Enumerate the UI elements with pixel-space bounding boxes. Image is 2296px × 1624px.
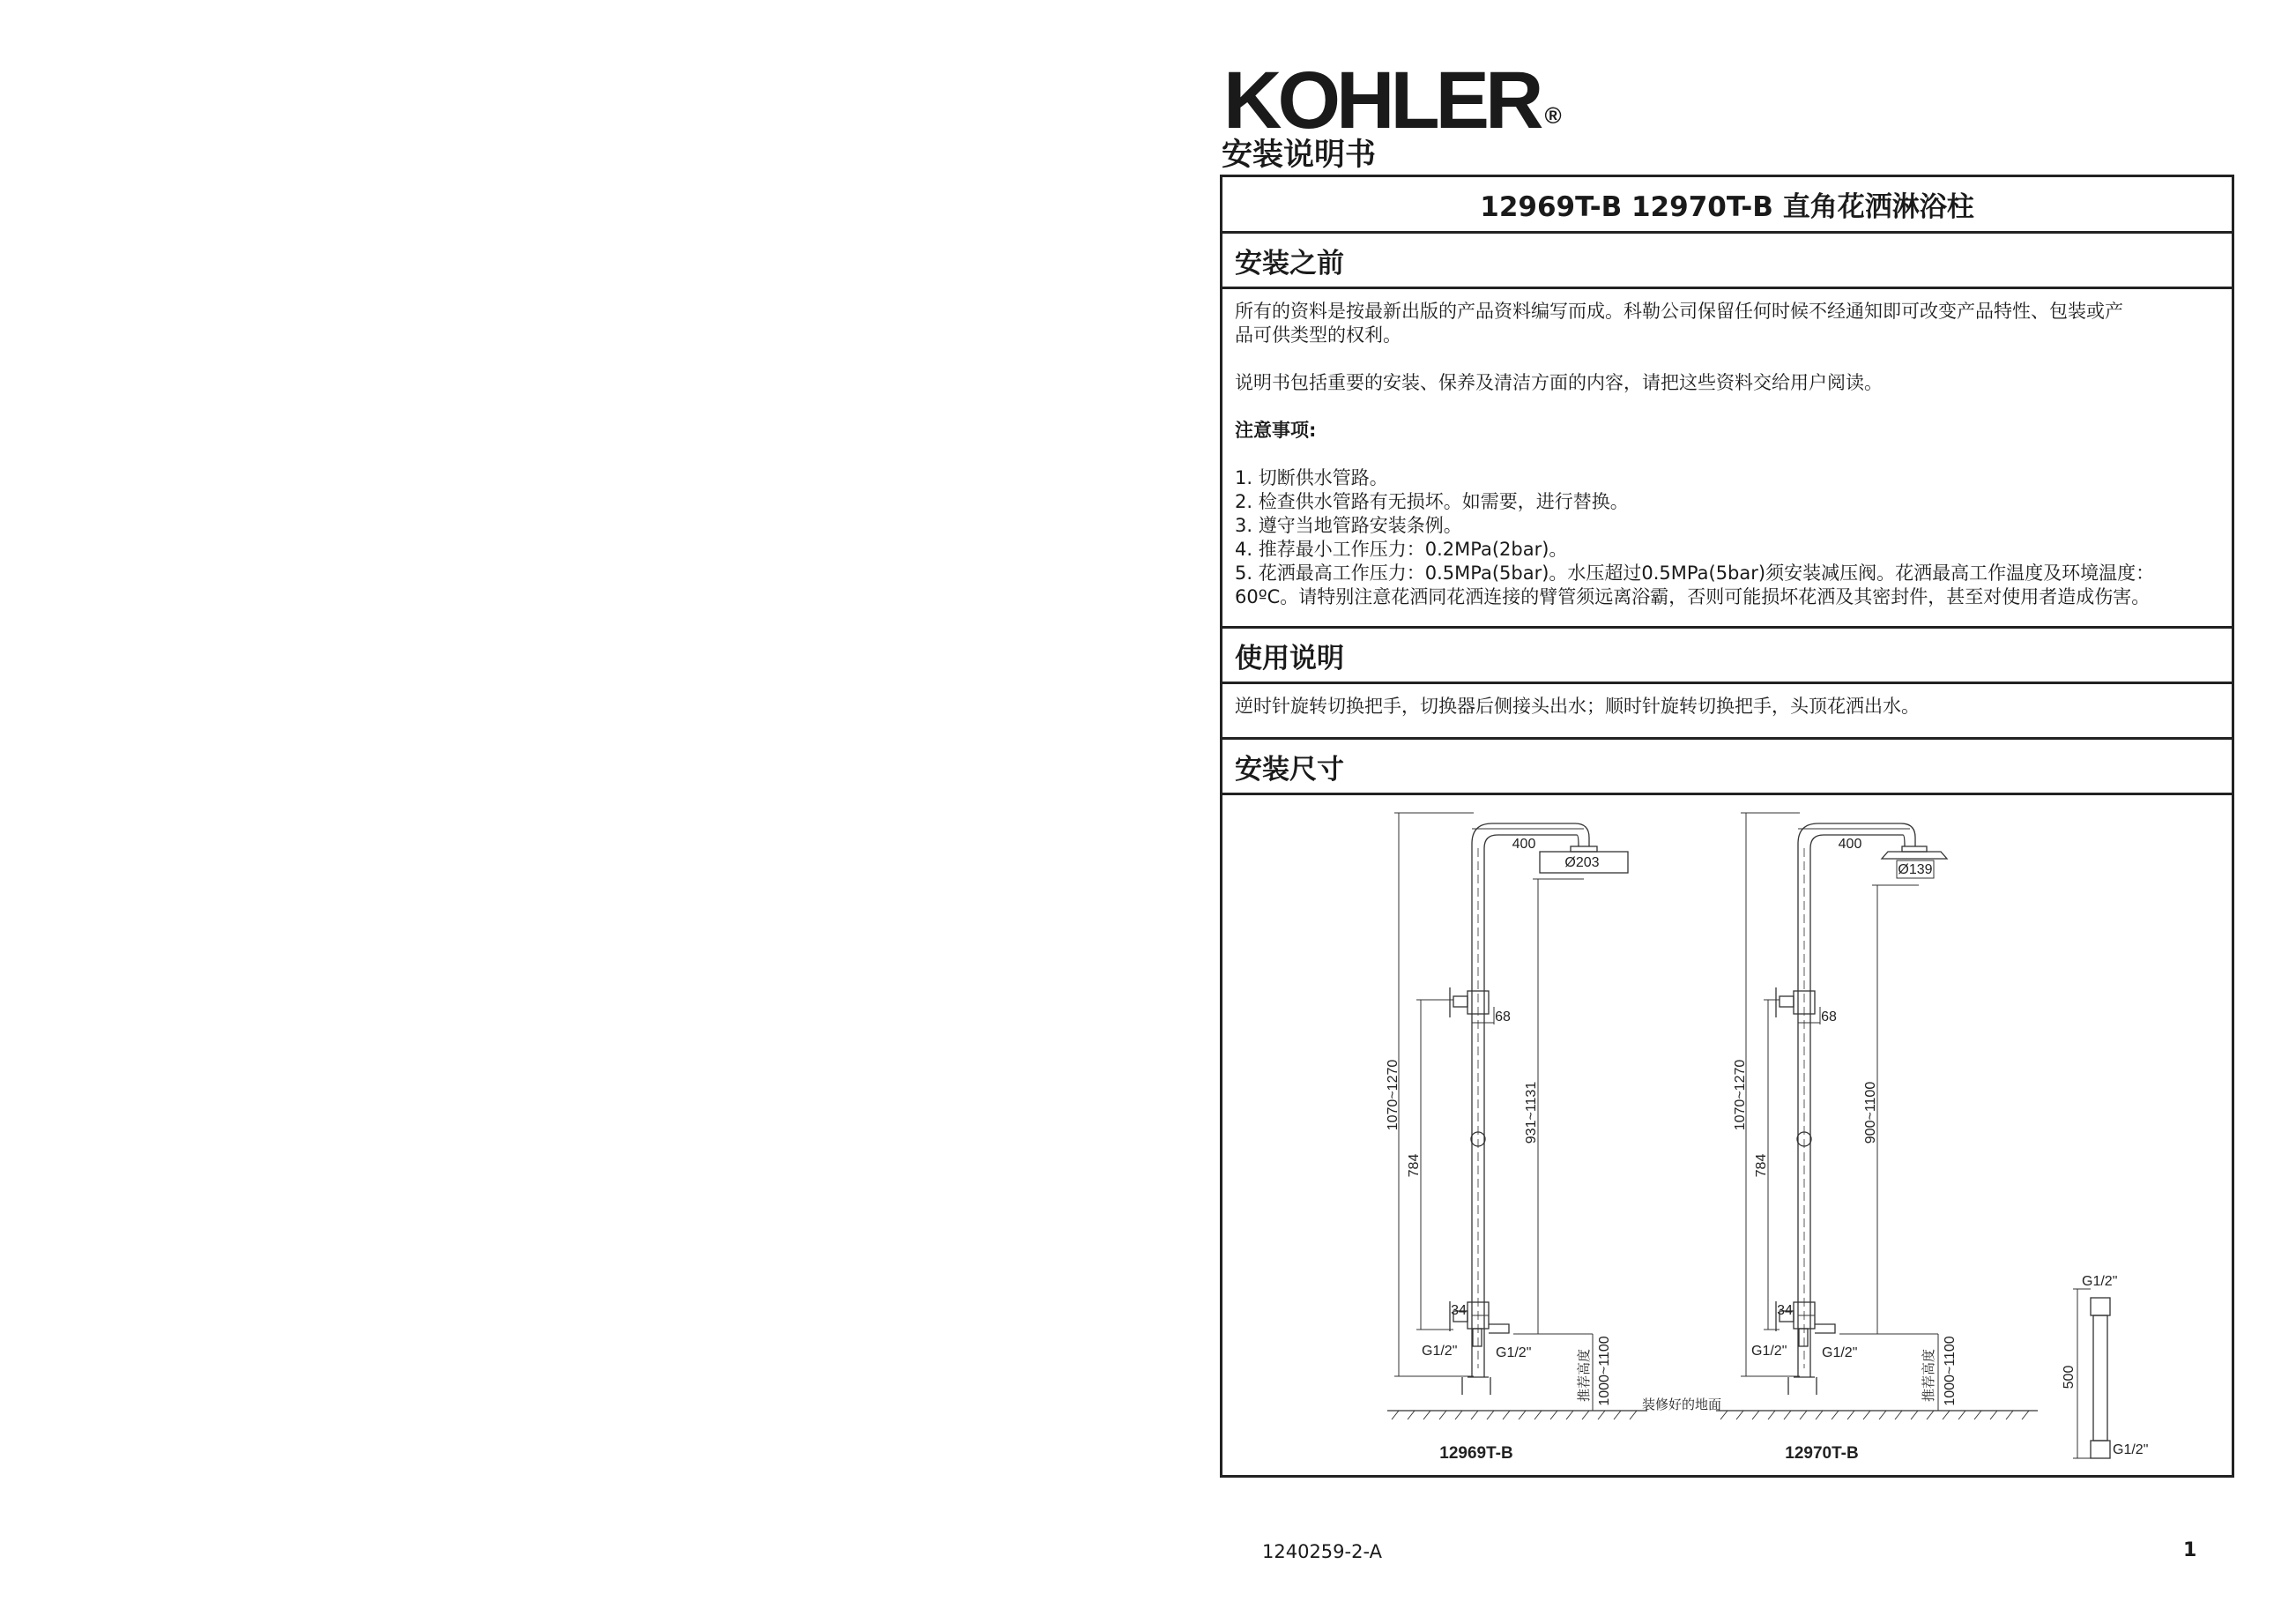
right-model-label: 12970T-B [1785,1444,1859,1463]
note-item: 2. 检查供水管路有无损坏。如需要，进行替换。 [1235,491,1629,512]
note-item: 1. 切断供水管路。 [1235,467,1388,488]
right-valve-offset: 68 [1821,1009,1837,1024]
floor-label: 装修好的地面 [1641,1397,1722,1412]
intro-line-1: 所有的资料是按最新出版的产品资料编写而成。科勒公司保留任何时候不经通知即可改变产品特性、包装或产 [1235,301,2123,322]
usage-text: 逆时针旋转切换把手，切换器后侧接头出水；顺时针旋转切换把手，头顶花洒出水。 [1235,696,1920,717]
right-total-height: 1070~1270 [1733,1059,1748,1131]
right-inlet-a: G1/2" [1751,1344,1787,1359]
notes-title: 注意事项: [1235,420,1317,441]
hose-top-thread: G1/2" [2082,1274,2118,1289]
right-inlet-b: G1/2" [1822,1345,1858,1360]
section-heading-dimensions: 安装尺寸 [1222,737,2232,793]
right-arm-length: 400 [1838,837,1862,852]
right-inlet-offset: 34 [1777,1303,1793,1318]
document-code: 1240259-2-A [1262,1541,1382,1562]
note-item: 60ºC。请特别注意花洒同花洒连接的臂管须远离浴霸，否则可能损坏花洒及其密封件，甚至对使用者造成伤害。 [1235,586,2151,607]
usage-body [1222,682,2232,737]
right-recommended-label: 推荐高度 [1921,1348,1936,1403]
note-item: 4. 推荐最小工作压力：0.2MPa(2bar)。 [1235,539,1568,560]
instruction-table [1220,175,2234,1478]
hose-diagram [2073,1289,2110,1458]
left-shower-column [1450,823,1628,1395]
left-arm-length: 400 [1512,837,1536,852]
right-shower-column [1776,823,1947,1395]
left-dimension-lines [1394,813,1593,1411]
intro-line-2: 品可供类型的权利。 [1235,324,1401,346]
section-heading-before-install: 安装之前 [1222,231,2232,287]
before-install-body [1222,287,2232,626]
note-item: 3. 遵守当地管路安装条例。 [1235,515,1462,536]
right-head-diameter: Ø139 [1898,862,1933,877]
left-column-height: 931~1131 [1524,1081,1539,1144]
registered-mark: ® [1544,102,1562,129]
left-recommended-height: 1000~1100 [1597,1336,1612,1406]
hose-length: 500 [2062,1365,2077,1389]
floor-hatch-left [1392,1411,1637,1419]
left-total-height: 1070~1270 [1386,1059,1401,1131]
left-recommended-label: 推荐高度 [1577,1348,1592,1403]
product-title: 12969T-B 12970T-B 直角花洒淋浴柱 [1480,191,1974,223]
hose-bottom-thread: G1/2" [2113,1442,2149,1457]
note-item: 5. 花洒最高工作压力：0.5MPa(5bar)。水压超过0.5MPa(5bar)须安装减压阀。花洒最高工作温度及环境温度： [1235,562,2155,584]
left-span: 784 [1407,1153,1422,1178]
dimension-drawing [1222,795,2232,1475]
brand-name: KOHLER [1223,56,1540,145]
right-span: 784 [1754,1153,1769,1178]
left-valve-offset: 68 [1495,1009,1511,1024]
right-column-height: 900~1100 [1863,1081,1878,1144]
right-recommended-height: 1000~1100 [1943,1336,1958,1406]
right-dimension-lines [1741,813,1938,1411]
kohler-logo [1223,56,1562,145]
section-heading-usage: 使用说明 [1222,626,2232,682]
left-inlet-a: G1/2" [1422,1344,1458,1359]
left-model-label: 12969T-B [1439,1444,1513,1463]
doc-subtitle: 安装说明书 [1222,138,1377,173]
intro-para-2: 说明书包括重要的安装、保养及清洁方面的内容，请把这些资料交给用户阅读。 [1235,372,1883,393]
left-head-diameter: Ø203 [1564,855,1600,870]
left-inlet-b: G1/2" [1496,1345,1532,1360]
dimension-drawing-area [1222,793,2232,1475]
left-inlet-offset: 34 [1451,1303,1467,1318]
page-number: 1 [2183,1539,2197,1561]
floor-hatch-right [1720,1411,2029,1419]
